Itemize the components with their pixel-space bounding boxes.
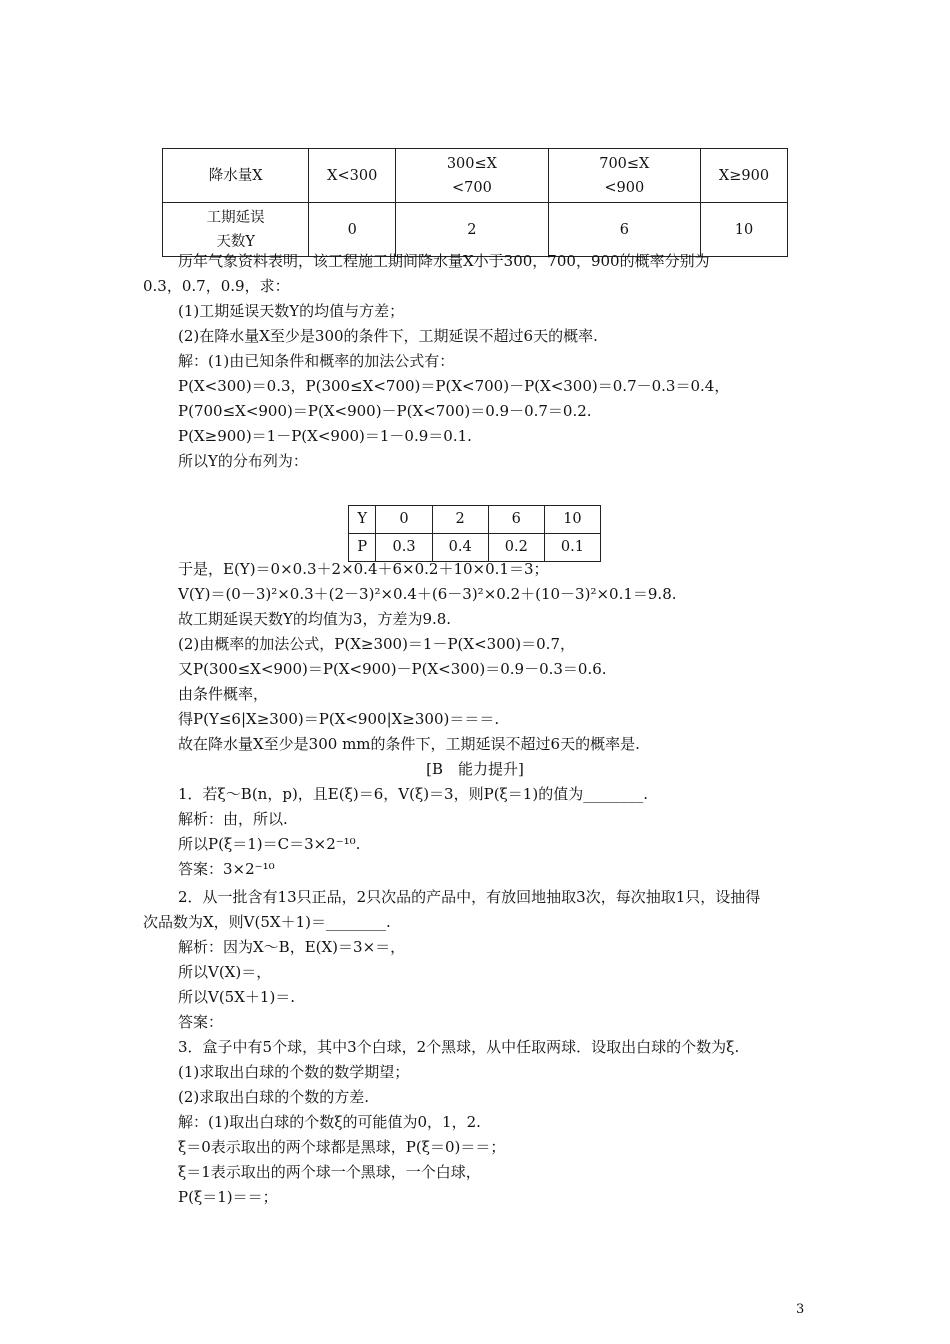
- text-line: 所以V(5X＋1)＝.: [178, 988, 296, 1006]
- page-number: 3: [796, 1302, 805, 1317]
- rainfall-delay-table: [162, 148, 788, 257]
- text-line: 解析：因为X～B，E(X)＝3×＝，: [178, 938, 406, 956]
- table-cell: 300≤X <700: [396, 149, 548, 203]
- text-line: V(Y)＝(0－3)²×0.3＋(2－3)²×0.4＋(6－3)²×0.2＋(10－3)²×0.1＝9.8.: [178, 585, 677, 603]
- text-line: 又P(300≤X<900)＝P(X<900)－P(X<300)＝0.9－0.3＝0.6.: [178, 660, 607, 678]
- table-cell: 10: [544, 506, 600, 534]
- table-cell: 0.1: [544, 534, 600, 562]
- text-line: 所以Y的分布列为：: [178, 452, 308, 470]
- text-line: 0.3，0.7，0.9，求：: [143, 277, 290, 295]
- text-line: (2)由概率的加法公式，P(X≥300)＝1－P(X<300)＝0.7，: [178, 635, 575, 653]
- text-line: P(X≥900)＝1－P(X<900)＝1－0.9＝0.1.: [178, 427, 472, 445]
- text-line: ξ＝1表示取出的两个球一个黑球，一个白球，: [178, 1163, 481, 1181]
- table-cell: 0: [376, 506, 432, 534]
- text-line: 由条件概率，: [178, 685, 269, 703]
- text-line: (1)工期延误天数Y的均值与方差；: [178, 302, 405, 320]
- table-cell: 2: [432, 506, 488, 534]
- text-line: 故在降水量X至少是300 mm的条件下，工期延误不超过6天的概率是.: [178, 735, 640, 753]
- text-line: 答案：3×2⁻¹⁰: [178, 860, 275, 878]
- table-cell: 6: [488, 506, 544, 534]
- table-row: [349, 534, 601, 562]
- text-line: (1)求取出白球的个数的数学期望；: [178, 1063, 410, 1081]
- text-line: 所以P(ξ＝1)＝C＝3×2⁻¹⁰.: [178, 835, 361, 853]
- text-line: 于是，E(Y)＝0×0.3＋2×0.4＋6×0.2＋10×0.1＝3；: [178, 560, 549, 578]
- text-line: P(X<300)＝0.3，P(300≤X<700)＝P(X<700)－P(X<300)＝0.7－0.3＝0.4，: [178, 377, 730, 395]
- text-line: 历年气象资料表明，该工程施工期间降水量X小于300，700，900的概率分别为: [178, 252, 710, 270]
- section-heading: [B 能力提升]: [426, 760, 524, 778]
- distribution-table: [348, 505, 601, 562]
- table-cell: 700≤X <900: [548, 149, 700, 203]
- table-cell: 6: [548, 203, 700, 257]
- table-cell: X≥900: [701, 149, 788, 203]
- text-line: 2．从一批含有13只正品，2只次品的产品中，有放回地抽取3次，每次抽取1只，设抽得: [178, 888, 761, 906]
- table-row: [163, 149, 788, 203]
- table-cell: 0.4: [432, 534, 488, 562]
- text-line: (2)在降水量X至少是300的条件下，工期延误不超过6天的概率.: [178, 327, 598, 345]
- text-line: (2)求取出白球的个数的方差.: [178, 1088, 370, 1106]
- text-line: ξ＝0表示取出的两个球都是黑球，P(ξ＝0)＝＝；: [178, 1138, 506, 1156]
- text-line: 得P(Y≤6|X≥300)＝P(X<900|X≥300)＝＝＝.: [178, 710, 500, 728]
- table-cell: 10: [701, 203, 788, 257]
- text-line: 答案：: [178, 1013, 224, 1031]
- table-cell: 2: [396, 203, 548, 257]
- table-cell: 降水量X: [163, 149, 309, 203]
- text-line: 解：(1)由已知条件和概率的加法公式有：: [178, 352, 455, 370]
- table-row: [349, 506, 601, 534]
- text-line: 所以V(X)＝，: [178, 963, 272, 981]
- table-cell: 工期延误 天数Y: [163, 203, 309, 257]
- table-cell: P: [349, 534, 376, 562]
- text-line: 1．若ξ～B(n，p)，且E(ξ)＝6，V(ξ)＝3，则P(ξ＝1)的值为________.: [178, 785, 648, 803]
- text-line: P(700≤X<900)＝P(X<900)－P(X<700)＝0.9－0.7＝0.2.: [178, 402, 592, 420]
- text-line: P(ξ＝1)＝＝；: [178, 1188, 278, 1206]
- text-line: 解：(1)取出白球的个数ξ的可能值为0，1，2.: [178, 1113, 481, 1131]
- table-cell: Y: [349, 506, 376, 534]
- table-cell: 0.3: [376, 534, 432, 562]
- text-line: 解析：由，所以.: [178, 810, 288, 828]
- text-line: 次品数为X，则V(5X＋1)＝________.: [143, 913, 391, 931]
- table-row: [163, 203, 788, 257]
- text-line: 3．盒子中有5个球，其中3个白球，2个黑球，从中任取两球．设取出白球的个数为ξ.: [178, 1038, 740, 1056]
- table-cell: 0: [309, 203, 396, 257]
- table-cell: X<300: [309, 149, 396, 203]
- text-line: 故工期延误天数Y的均值为3，方差为9.8.: [178, 610, 452, 628]
- table-cell: 0.2: [488, 534, 544, 562]
